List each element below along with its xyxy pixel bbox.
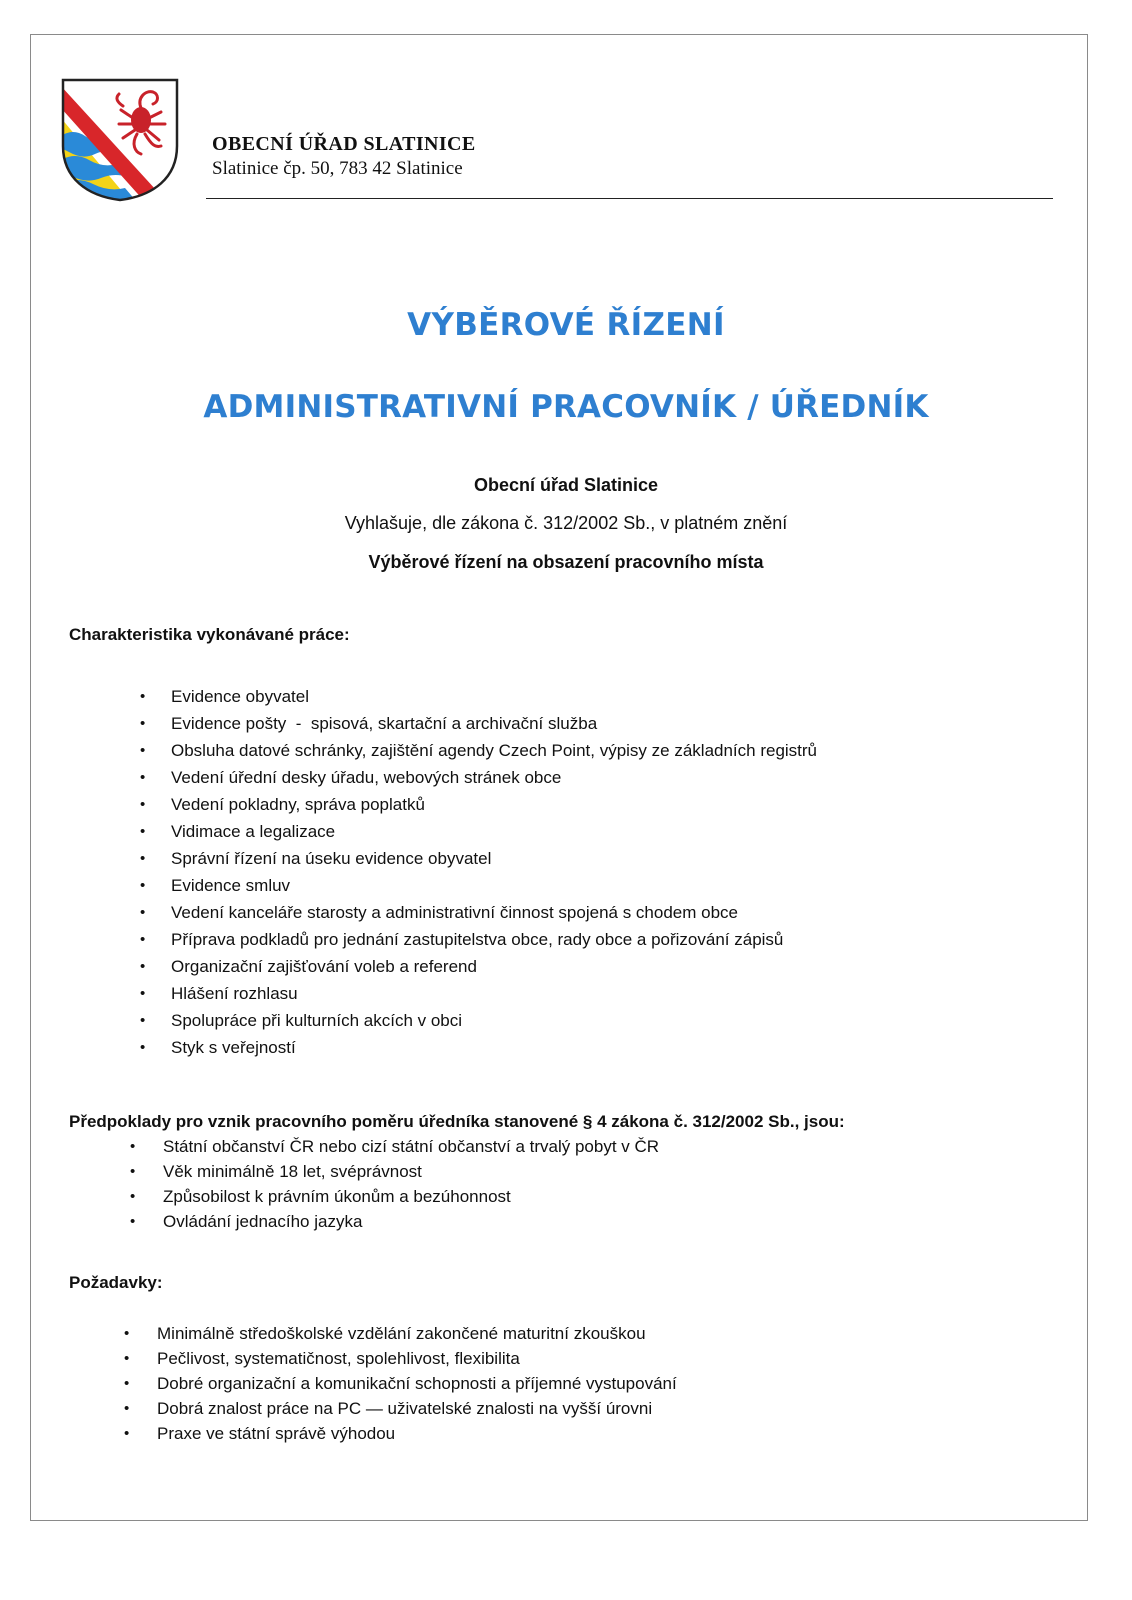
list-item: • Styk s veřejností — [140, 1038, 296, 1057]
bullet-icon: • — [140, 931, 146, 948]
bullet-icon: • — [124, 1350, 130, 1367]
list-item: • Státní občanství ČR nebo cizí státní občanství a trvalý pobyt v ČR — [130, 1137, 660, 1156]
position-title: ADMINISTRATIVNÍ PRACOVNÍK / ÚŘEDNÍK — [203, 389, 929, 425]
bullet-icon: • — [140, 742, 146, 759]
bullet-icon: • — [140, 796, 146, 813]
list-item: • Vedení pokladny, správa poplatků — [140, 795, 425, 814]
bullet-icon: • — [140, 877, 146, 894]
list-item: • Organizační zajišťování voleb a referend — [140, 957, 477, 976]
bullet-icon: • — [140, 958, 146, 975]
bullet-icon: • — [140, 823, 146, 840]
list-item: • Dobré organizační a komunikační schopnosti a příjemné vystupování — [124, 1374, 677, 1393]
list-item: • Minimálně středoškolské vzdělání zakončené maturitní zkouškou — [124, 1324, 646, 1343]
bullet-icon: • — [140, 850, 146, 867]
intro-law-line: Vyhlašuje, dle zákona č. 312/2002 Sb., v platném znění — [344, 513, 788, 533]
intro-organization: Obecní úřad Slatinice — [473, 475, 659, 495]
bullet-icon: • — [124, 1400, 130, 1417]
list-item: • Spolupráce při kulturních akcích v obci — [140, 1011, 463, 1030]
list-item: • Vedení kanceláře starosty a administrativní činnost spojená s chodem obce — [140, 903, 738, 922]
duties-heading: Charakteristika vykonávané práce: — [69, 625, 350, 644]
bullet-icon: • — [130, 1163, 136, 1180]
list-item: • Evidence obyvatel — [140, 687, 309, 706]
prerequisites-list — [130, 1136, 660, 1236]
bullet-icon: • — [140, 688, 146, 705]
list-item: • Obsluha datové schránky, zajištění agendy Czech Point, výpisy ze základních registrů — [140, 741, 818, 760]
list-item: • Způsobilost k právním úkonům a bezúhonnost — [130, 1187, 511, 1206]
duties-list — [140, 686, 818, 1064]
prerequisites-heading: Předpoklady pro vznik pracovního poměru úředníka stanovené § 4 zákona č. 312/2002 Sb., jsou: — [69, 1112, 845, 1131]
list-item: • Hlášení rozhlasu — [140, 984, 298, 1003]
bullet-icon: • — [124, 1375, 130, 1392]
header-divider — [206, 198, 1053, 199]
bullet-icon: • — [124, 1425, 130, 1442]
list-item: • Pečlivost, systematičnost, spolehlivost, flexibilita — [124, 1349, 520, 1368]
intro-purpose: Výběrové řízení na obsazení pracovního místa — [368, 552, 764, 572]
bullet-icon: • — [140, 1012, 146, 1029]
list-item: • Ovládání jednacího jazyka — [130, 1212, 363, 1231]
bullet-icon: • — [130, 1188, 136, 1205]
list-item: • Vidimace a legalizace — [140, 822, 336, 841]
list-item: • Evidence pošty - spisová, skartační a archivační služba — [140, 714, 598, 733]
bullet-icon: • — [124, 1325, 130, 1342]
list-item: • Vedení úřední desky úřadu, webových stránek obce — [140, 768, 562, 787]
office-address: Slatinice čp. 50, 783 42 Slatinice — [212, 158, 463, 179]
main-title: VÝBĚROVÉ ŘÍZENÍ — [407, 307, 725, 343]
bullet-icon: • — [140, 769, 146, 786]
list-item: • Dobrá znalost práce na PC — uživatelské znalosti na vyšší úrovni — [124, 1399, 653, 1418]
bullet-icon: • — [130, 1213, 136, 1230]
bullet-icon: • — [140, 715, 146, 732]
list-item: • Věk minimálně 18 let, svéprávnost — [130, 1162, 422, 1181]
bullet-icon: • — [140, 985, 146, 1002]
coat-of-arms-scorpion-icon — [61, 78, 179, 202]
list-item: • Příprava podkladů pro jednání zastupitelstva obce, rady obce a pořizování zápisů — [140, 930, 784, 949]
list-item: • Správní řízení na úseku evidence obyvatel — [140, 849, 492, 868]
bullet-icon: • — [130, 1138, 136, 1155]
list-item: • Evidence smluv — [140, 876, 291, 895]
office-name: OBECNÍ ÚŘAD SLATINICE — [212, 133, 476, 155]
requirements-list — [124, 1323, 677, 1448]
list-item: • Praxe ve státní správě výhodou — [124, 1424, 396, 1443]
bullet-icon: • — [140, 904, 146, 921]
requirements-heading: Požadavky: — [69, 1273, 163, 1292]
bullet-icon: • — [140, 1039, 146, 1056]
